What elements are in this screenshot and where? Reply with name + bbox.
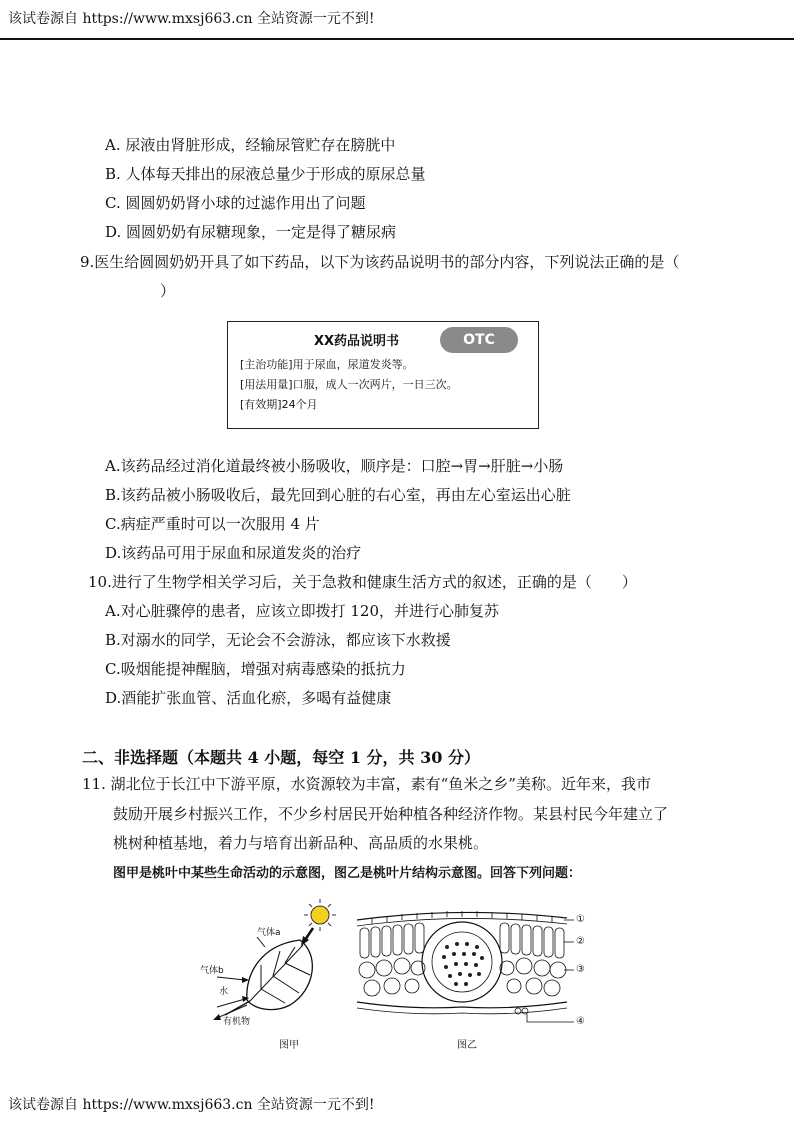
- gas-b-arrow: [217, 977, 245, 980]
- marker-2: ②: [576, 936, 585, 947]
- q10-option-a: A.对心脏骤停的患者，应该立即拨打 120，并进行心肺复苏: [105, 602, 500, 620]
- gas-a-label: 气体a: [257, 928, 281, 938]
- q9-option-d: D.该药品可用于尿血和尿道发炎的治疗: [105, 544, 362, 562]
- q9-option-c: C.病症严重时可以一次服用 4 片: [105, 515, 320, 533]
- label-pointer-lines: [527, 920, 574, 1022]
- q8-option-c: C. 圆圆奶奶肾小球的过滤作用出了问题: [105, 194, 366, 212]
- q10-option-b: B.对溺水的同学，无论会不会游泳，都应该下水救援: [105, 631, 451, 649]
- drug-box-indication: [主治功能]用于尿血，尿道发炎等。: [240, 358, 414, 371]
- drug-box-dosage: [用法用量]口服，成人一次两片，一日三次。: [240, 378, 458, 391]
- figure-yi-leaf-cross-section: [352, 902, 592, 1030]
- q9-stem-close: ）: [160, 282, 176, 300]
- q11-line2: 鼓励开展乡村振兴工作，不少乡村居民开始种植各种经济作物。某县村民今年建立了: [113, 805, 669, 823]
- water-label: 水: [219, 987, 229, 997]
- drug-instruction-box: [227, 321, 539, 429]
- section2-title: 二、非选择题（本题共 4 小题，每空 1 分，共 30 分）: [82, 748, 480, 767]
- figure-jia-caption: 图甲: [279, 1040, 299, 1051]
- leaf-outline: [247, 940, 313, 1010]
- marker-1: ①: [576, 914, 585, 925]
- palisade-layer: [360, 923, 564, 958]
- q10-option-d: D.酒能扩张血管、活血化瘀，多喝有益健康: [105, 689, 392, 707]
- q10-stem: 10.进行了生物学相关学习后，关于急救和健康生活方式的叙述，正确的是（ ）: [88, 573, 637, 591]
- header-rule: [0, 38, 794, 40]
- q8-option-d: D. 圆圆奶奶有尿糖现象，一定是得了糖尿病: [105, 223, 397, 241]
- drug-box-expiry: [有效期]24个月: [240, 398, 318, 411]
- page-footer: 该试卷源自 https://www.mxsj663.cn 全站资源一元不到!: [8, 1097, 375, 1113]
- q11-line3: 桃树种植基地，着力与培育出新品种、高品质的水果桃。: [113, 834, 489, 852]
- organic-label: 有机物: [223, 1017, 251, 1027]
- marker-3: ③: [576, 964, 585, 975]
- q9-option-b: B.该药品被小肠吸收后，最先回到心脏的右心室，再由左心室运出心脏: [105, 486, 571, 504]
- vein-bundle: [422, 922, 502, 1002]
- page-header: 该试卷源自 https://www.mxsj663.cn 全站资源一元不到!: [8, 11, 375, 27]
- upper-epidermis: [357, 911, 567, 926]
- gas-a-arrow: [257, 937, 265, 947]
- q9-stem: 9.医生给圆圆奶奶开具了如下药品，以下为该药品说明书的部分内容，下列说法正确的是（: [80, 253, 680, 271]
- marker-4: ④: [576, 1016, 585, 1027]
- sun-icon: [304, 899, 336, 931]
- spongy-layer: [359, 958, 566, 996]
- q10-option-c: C.吸烟能提神醒脑，增强对病毒感染的抵抗力: [105, 660, 406, 678]
- otc-badge: OTC: [440, 327, 518, 353]
- q8-option-b: B. 人体每天排出的尿液总量少于形成的原尿总量: [105, 165, 426, 183]
- leaf-veins: [250, 945, 310, 1003]
- drug-box-title: XX药品说明书: [314, 334, 400, 349]
- q11-line4: 图甲是桃叶中某些生命活动的示意图，图乙是桃叶片结构示意图。回答下列问题：: [113, 866, 582, 881]
- lower-epidermis: [357, 1002, 567, 1008]
- q8-option-a: A. 尿液由肾脏形成，经输尿管贮存在膀胱中: [105, 136, 396, 154]
- figure-yi-caption: 图乙: [457, 1040, 477, 1051]
- q9-option-a: A.该药品经过消化道最终被小肠吸收，顺序是：口腔→胃→肝脏→小肠: [105, 457, 564, 475]
- gas-b-label: 气体b: [200, 966, 224, 976]
- q11-line1: 11. 湖北位于长江中下游平原，水资源较为丰富，素有“鱼米之乡”美称。近年来，我市: [82, 775, 651, 793]
